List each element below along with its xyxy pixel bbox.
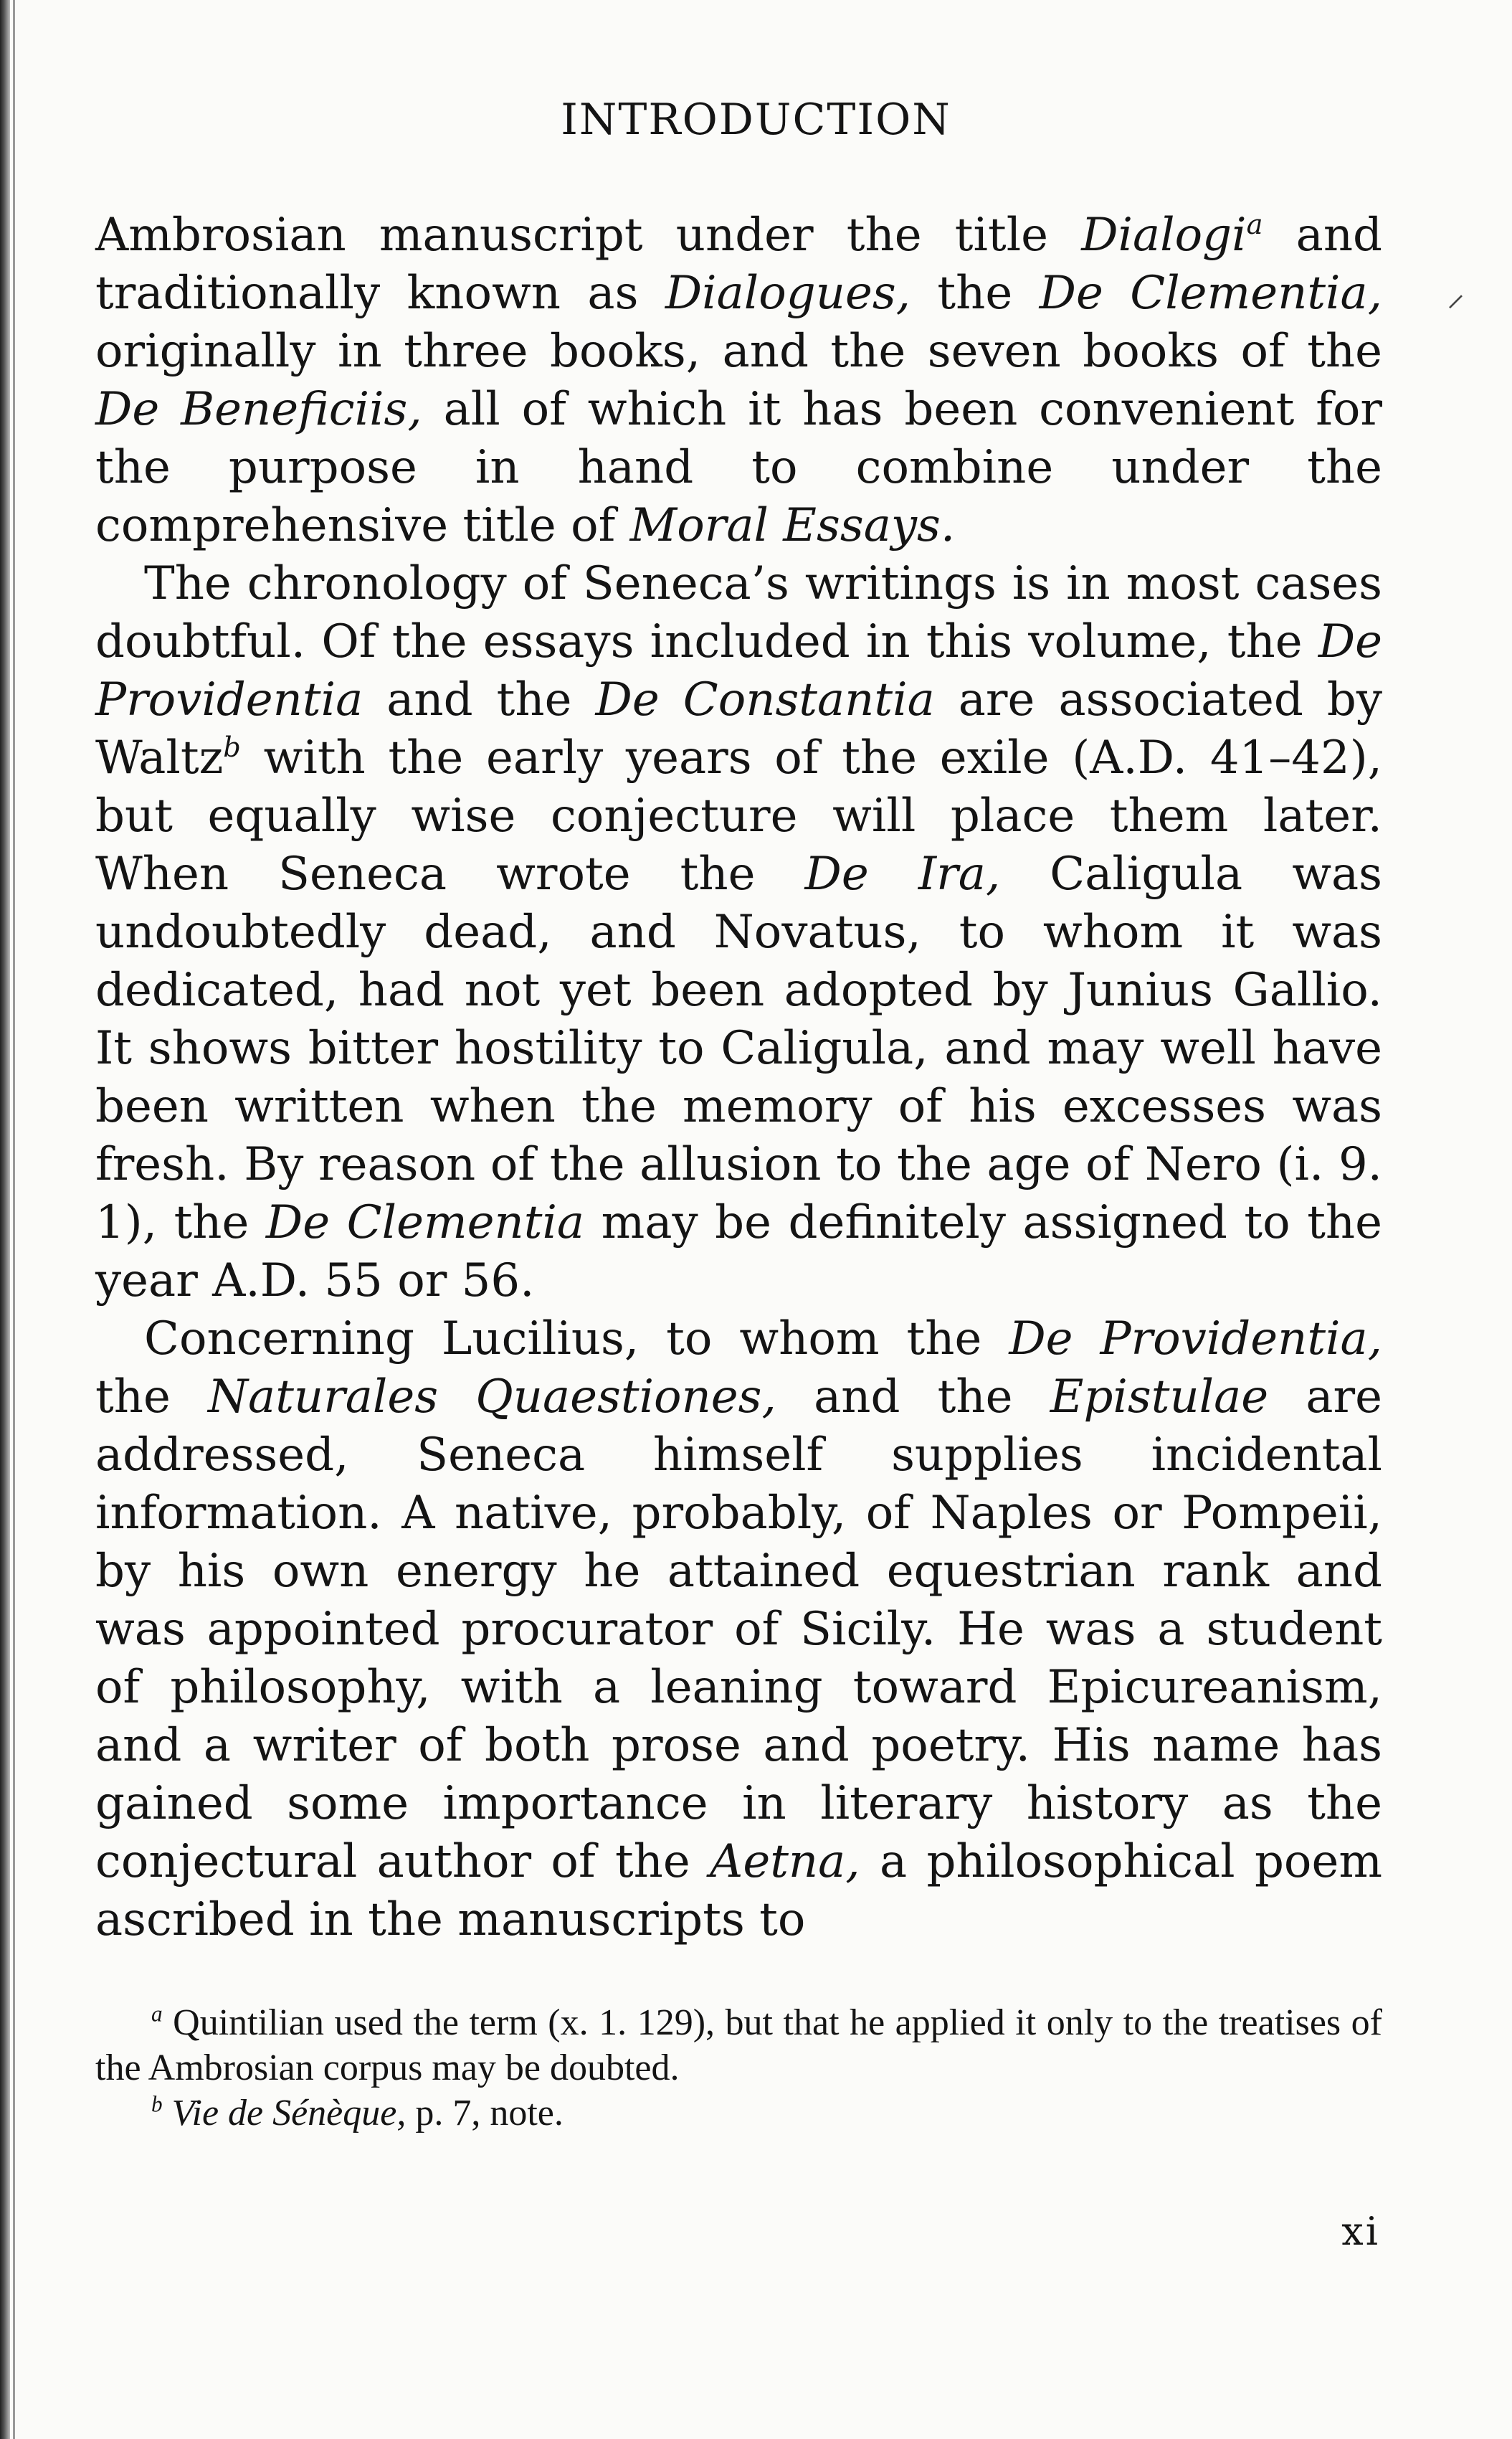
book-spine-edge bbox=[13, 0, 15, 2439]
footnotes bbox=[95, 2000, 1382, 2136]
footnote-a: $^a$ Quintilian used the term (x. 1. 129), but that he applied it only to the treatises of the Ambrosian corpus may be doubted. bbox=[95, 2001, 1382, 2088]
paragraph-2: The chronology of Seneca’s writings is in most cases doubtful. Of the essays included in this volume, the De Providentia and the De Constantia are associated by Waltz$^b$ with the early years of the exile (A.D. 41–42), but equally wise conjecture will place them later. When Seneca wrote the De Ira, Caligula was undoubtedly dead, and Novatus, to whom it was dedicated, had not yet been adopted by Junius Gallio. It shows bitter hostility to Caligula, and may well have been written when the memory of his excesses was fresh. By reason of the allusion to the age of Nero (i. 9. 1), the De Clementia may be definitely assigned to the year A.D. 55 or 56. bbox=[95, 557, 1383, 1307]
page-number: xi bbox=[1341, 2209, 1380, 2254]
margin-mark: ⸝ bbox=[1447, 273, 1465, 314]
paragraph-3: Concerning Lucilius, to whom the De Providentia, the Naturales Quaestiones, and the Epistulae are addressed, Seneca himself supplies incidental information. A native, probably, of Naples or Pompeii, by his own energy he attained equestrian rank and was appointed procurator of Sicily. He was a student of philosophy, with a leaning toward Epicureanism, and a writer of both prose and poetry. His name has gained some importance in literary history as the conjectural author of the Aetna, a philosophical poem ascribed in the manuscripts to bbox=[95, 1312, 1383, 1946]
book-spine-shadow bbox=[0, 0, 10, 2439]
footnote-ref-a: a bbox=[1246, 208, 1263, 241]
paragraph-1: Ambrosian manuscript under the title Dialogi$^a$ and traditionally known as Dialogues, the De Clementia, originally in three books, and the seven books of the De Beneficiis, all of which it has been convenient for the purpose in hand to combine under the comprehensive title of Moral Essays. bbox=[95, 208, 1383, 552]
footnote-ref-b: b bbox=[223, 731, 241, 764]
page-header: INTRODUCTION bbox=[561, 95, 951, 145]
body-text bbox=[95, 207, 1382, 1949]
footnote-b: $^b$ Vie de Sénèque, p. 7, note. bbox=[151, 2091, 564, 2133]
